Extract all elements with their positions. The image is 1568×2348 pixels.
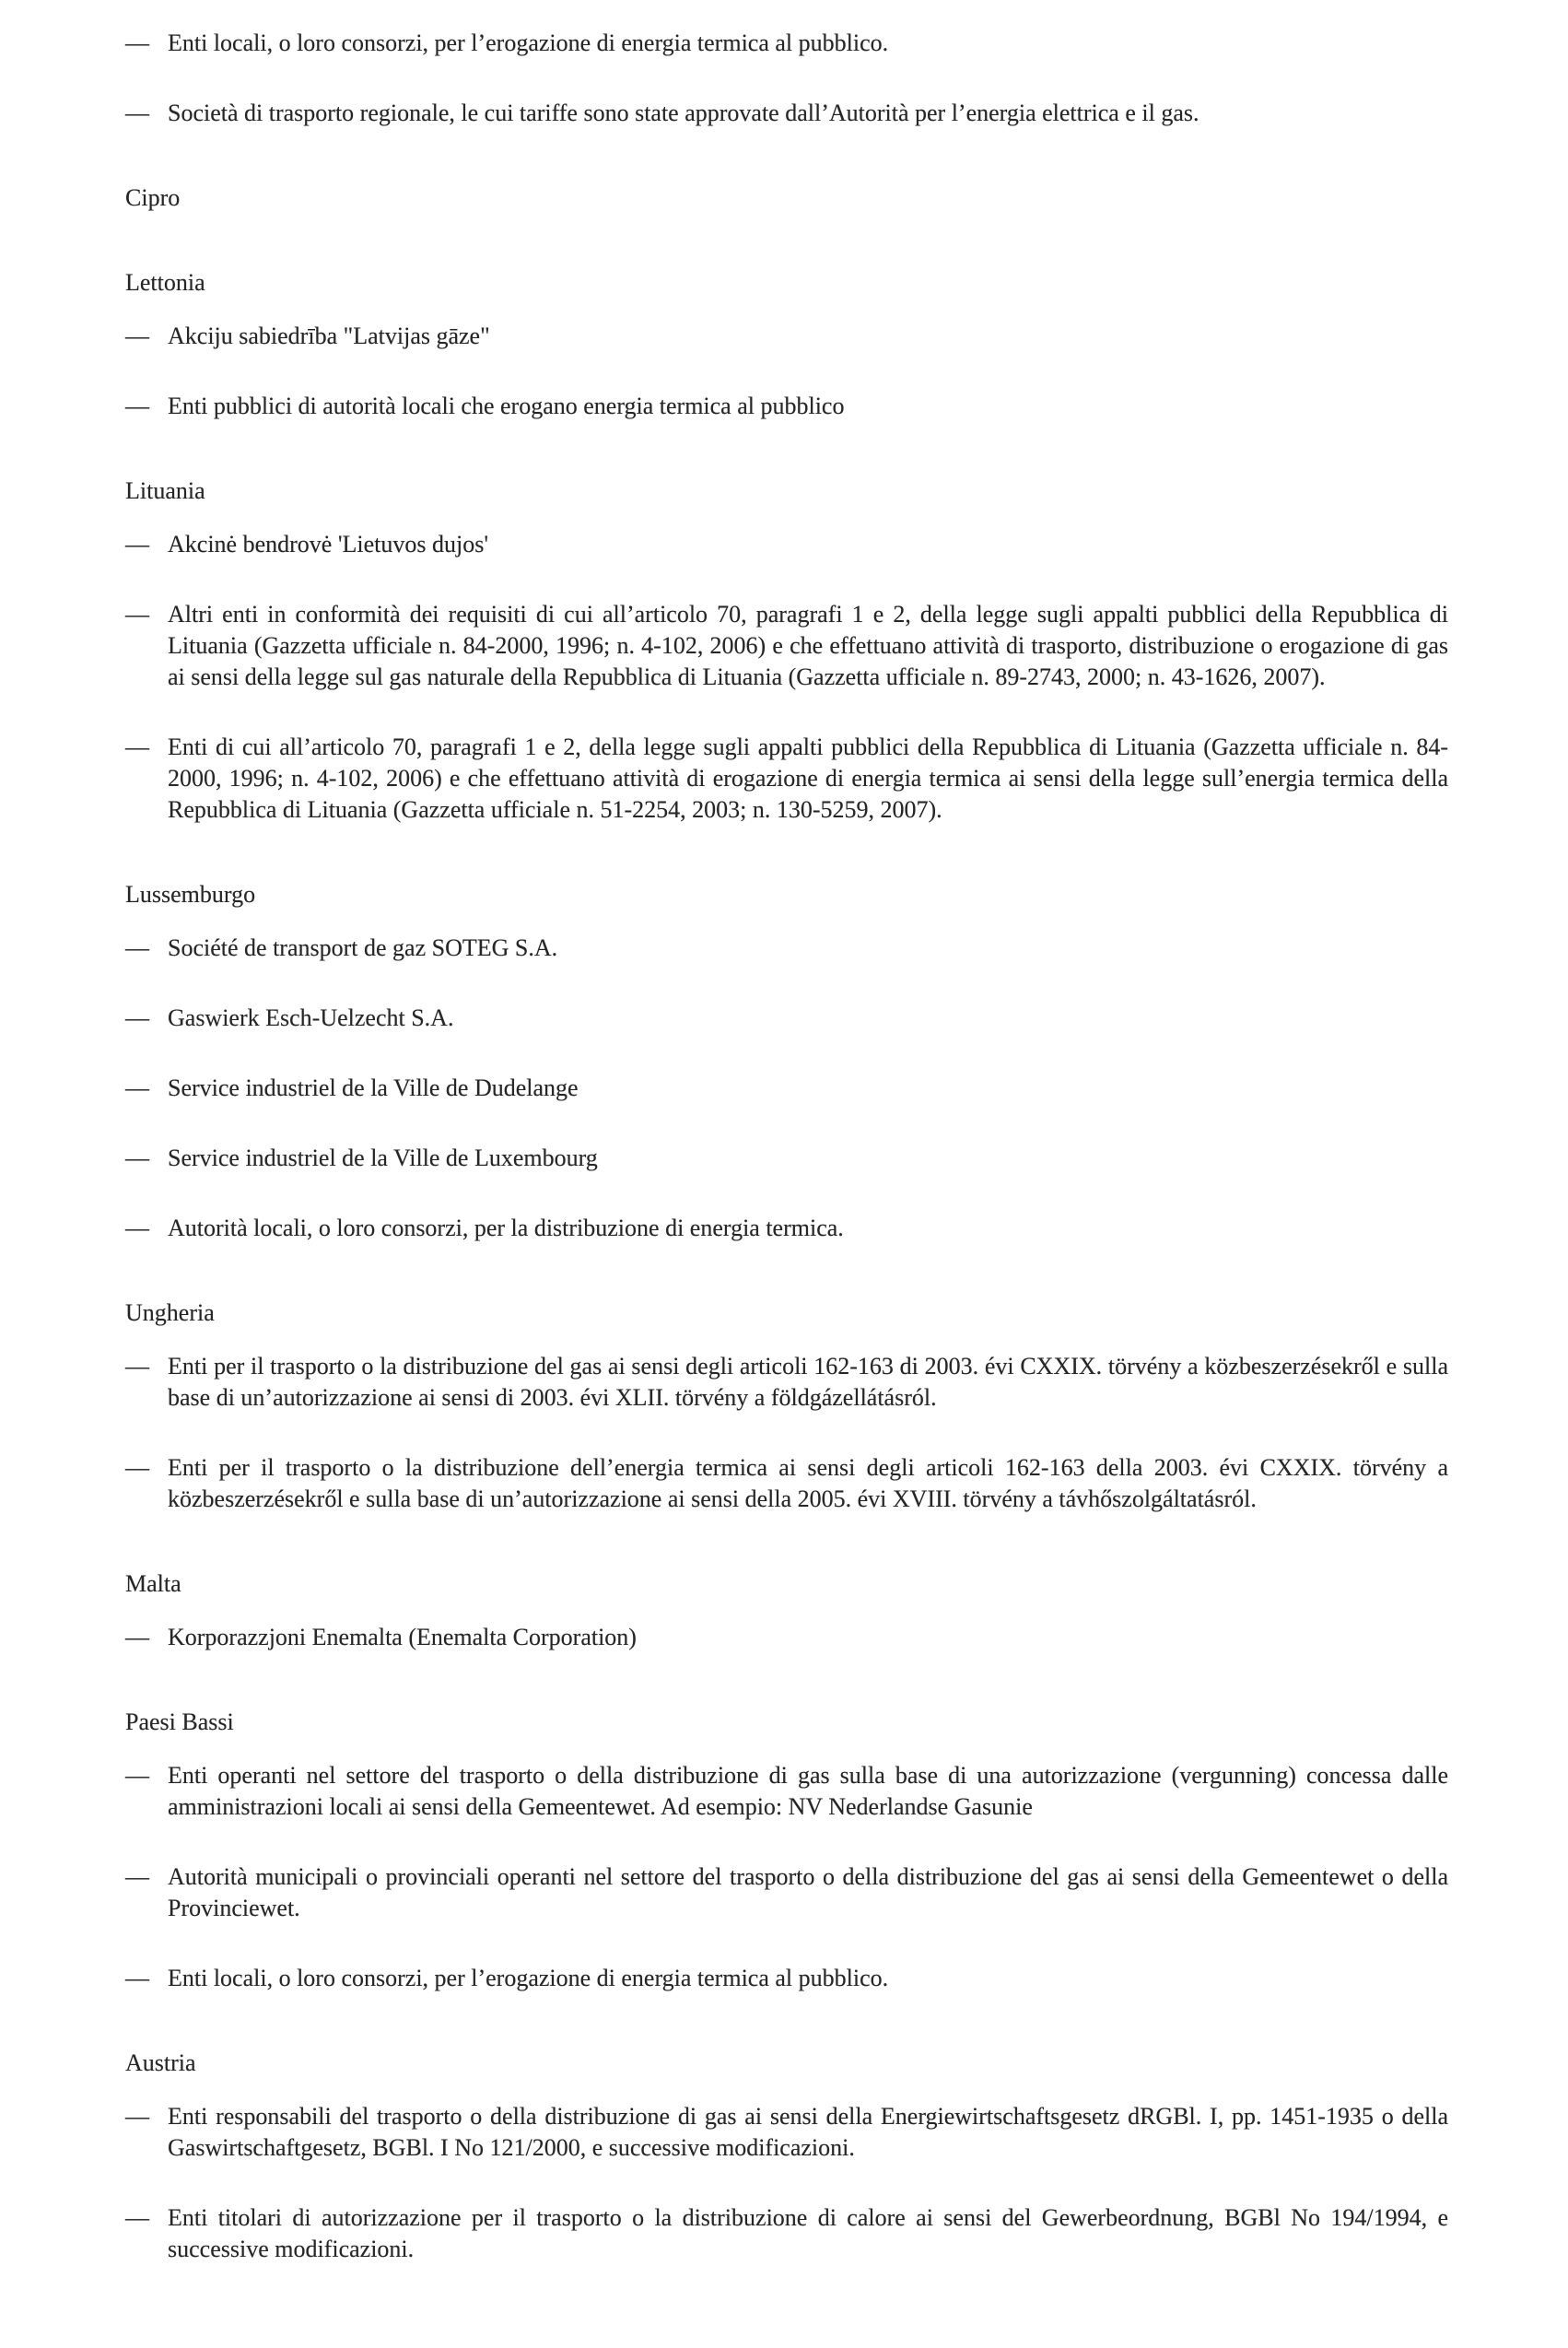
country-heading-lituania: Lituania	[125, 477, 205, 504]
list-item-text: Altri enti in conformità dei requisiti di cui all’articolo 70, paragrafi 1 e 2, della legge sugli appalti pubblici della Repubblica di Lituania (Gazzetta ufficiale n. 84-2000, 1996; n. 4-102, 2006) e che effettuano attività di trasporto, distribuzione o erogazione di gas ai sensi della legge sul gas naturale della Repubblica di Lituania (Gazzetta ufficiale n. 89-2743, 2000; n. 43-1626, 2007).	[168, 601, 1448, 690]
list-item-text: Enti per il trasporto o la distribuzione del gas ai sensi degli articoli 162-163 di 2003. évi CXXIX. törvény a közbeszerzésekről e sulla base di un’autorizzazione ai sensi di 2003. évi XLII. törvény a földgázellátásról.	[168, 1353, 1448, 1411]
dash-bullet-icon: —	[125, 1762, 149, 1789]
dash-bullet-icon: —	[125, 1004, 149, 1031]
list-item	[125, 391, 1448, 422]
list-item-text: Enti titolari di autorizzazione per il trasporto o la distribuzione di calore ai sensi del Gewerbeordnung, BGBl No 194/1994, e successive modificazioni.	[168, 2204, 1448, 2262]
list-item	[125, 1963, 1448, 1994]
list-item	[125, 321, 1448, 352]
country-heading-malta: Malta	[125, 1570, 181, 1597]
list-item	[125, 529, 1448, 560]
dash-bullet-icon: —	[125, 2204, 149, 2231]
list-item	[125, 28, 1448, 59]
dash-bullet-icon: —	[125, 2103, 149, 2130]
list-item	[125, 1143, 1448, 1174]
list-item-text: Autorità locali, o loro consorzi, per la distribuzione di energia termica.	[168, 1215, 844, 1241]
list-item-text: Società di trasporto regionale, le cui tariffe sono state approvate dall’Autorità per l’energia elettrica e il gas.	[168, 100, 1199, 126]
list-item-text: Enti di cui all’articolo 70, paragrafi 1 e 2, della legge sugli appalti pubblici della Repubblica di Lituania (Gazzetta ufficiale n. 84-2000, 1996; n. 4-102, 2006) e che effettuano attività di erogazione di energia termica ai sensi della legge sull’energia termica della Repubblica di Lituania (Gazzetta ufficiale n. 51-2254, 2003; n. 130-5259, 2007).	[168, 734, 1448, 823]
dash-bullet-icon: —	[125, 934, 149, 961]
list-item-text: Akcinė bendrovė 'Lietuvos dujos'	[168, 531, 489, 558]
dash-bullet-icon: —	[125, 1353, 149, 1379]
country-heading-lussemburgo: Lussemburgo	[125, 881, 256, 908]
list-item	[125, 1760, 1448, 1823]
dash-bullet-icon: —	[125, 1624, 149, 1650]
dash-bullet-icon: —	[125, 601, 149, 628]
dash-bullet-icon: —	[125, 393, 149, 419]
list-item	[125, 98, 1448, 129]
list-item	[125, 1073, 1448, 1104]
list-item-text: Enti pubblici di autorità locali che erogano energia termica al pubblico	[168, 393, 845, 419]
list-item	[125, 1213, 1448, 1244]
country-heading-austria: Austria	[125, 2049, 196, 2076]
list-item-text: Service industriel de la Ville de Dudelange	[168, 1074, 579, 1101]
dash-bullet-icon: —	[125, 1454, 149, 1481]
list-item-text: Korporazzjoni Enemalta (Enemalta Corporation)	[168, 1624, 637, 1650]
dash-bullet-icon: —	[125, 1074, 149, 1101]
country-heading-lettonia: Lettonia	[125, 269, 205, 296]
list-item-text: Service industriel de la Ville de Luxembourg	[168, 1145, 598, 1171]
dash-bullet-icon: —	[125, 1863, 149, 1890]
list-item	[125, 1861, 1448, 1924]
list-item	[125, 599, 1448, 693]
list-item	[125, 1003, 1448, 1034]
list-item-text: Enti operanti nel settore del trasporto o della distribuzione di gas sulla base di una autorizzazione (vergunning) concessa dalle amministrazioni locali ai sensi della Gemeentewet. Ad esempio: NV Nederlandse Gasunie	[168, 1762, 1448, 1820]
dash-bullet-icon: —	[125, 734, 149, 760]
list-item-text: Enti locali, o loro consorzi, per l’erogazione di energia termica al pubblico.	[168, 29, 889, 56]
dash-bullet-icon: —	[125, 1145, 149, 1171]
country-heading-ungheria: Ungheria	[125, 1299, 215, 1326]
dash-bullet-icon: —	[125, 1215, 149, 1241]
list-item-text: Enti responsabili del trasporto o della distribuzione di gas ai sensi della Energiewirtschaftsgesetz dRGBl. I, pp. 1451-1935 o della Gaswirtschaftgesetz, BGBl. I No 121/2000, e successive modificazioni.	[168, 2103, 1448, 2161]
dash-bullet-icon: —	[125, 29, 149, 56]
list-item	[125, 2101, 1448, 2164]
list-item-text: Gaswierk Esch-Uelzecht S.A.	[168, 1004, 454, 1031]
country-heading-paesi-bassi: Paesi Bassi	[125, 1708, 234, 1735]
dash-bullet-icon: —	[125, 531, 149, 558]
country-heading-cipro: Cipro	[125, 184, 181, 211]
list-item	[125, 1351, 1448, 1414]
list-item-text: Enti locali, o loro consorzi, per l’erogazione di energia termica al pubblico.	[168, 1965, 889, 1991]
list-item-text: Société de transport de gaz SOTEG S.A.	[168, 934, 558, 961]
dash-bullet-icon: —	[125, 323, 149, 349]
list-item	[125, 732, 1448, 826]
list-item-text: Enti per il trasporto o la distribuzione dell’energia termica ai sensi degli articoli 162-163 della 2003. évi CXXIX. törvény a közbeszerzésekről e sulla base di un’autorizzazione ai sensi della 2005. évi XVIII. törvény a távhőszolgáltatásról.	[168, 1454, 1448, 1512]
dash-bullet-icon: —	[125, 100, 149, 126]
dash-bullet-icon: —	[125, 1965, 149, 1991]
list-item	[125, 1622, 1448, 1653]
list-item-text: Akciju sabiedrība "Latvijas gāze"	[168, 323, 490, 349]
list-item	[125, 933, 1448, 964]
list-item-text: Autorità municipali o provinciali operanti nel settore del trasporto o della distribuzione del gas ai sensi della Gemeentewet o della Provinciewet.	[168, 1863, 1448, 1921]
list-item	[125, 1452, 1448, 1515]
list-item	[125, 2202, 1448, 2265]
